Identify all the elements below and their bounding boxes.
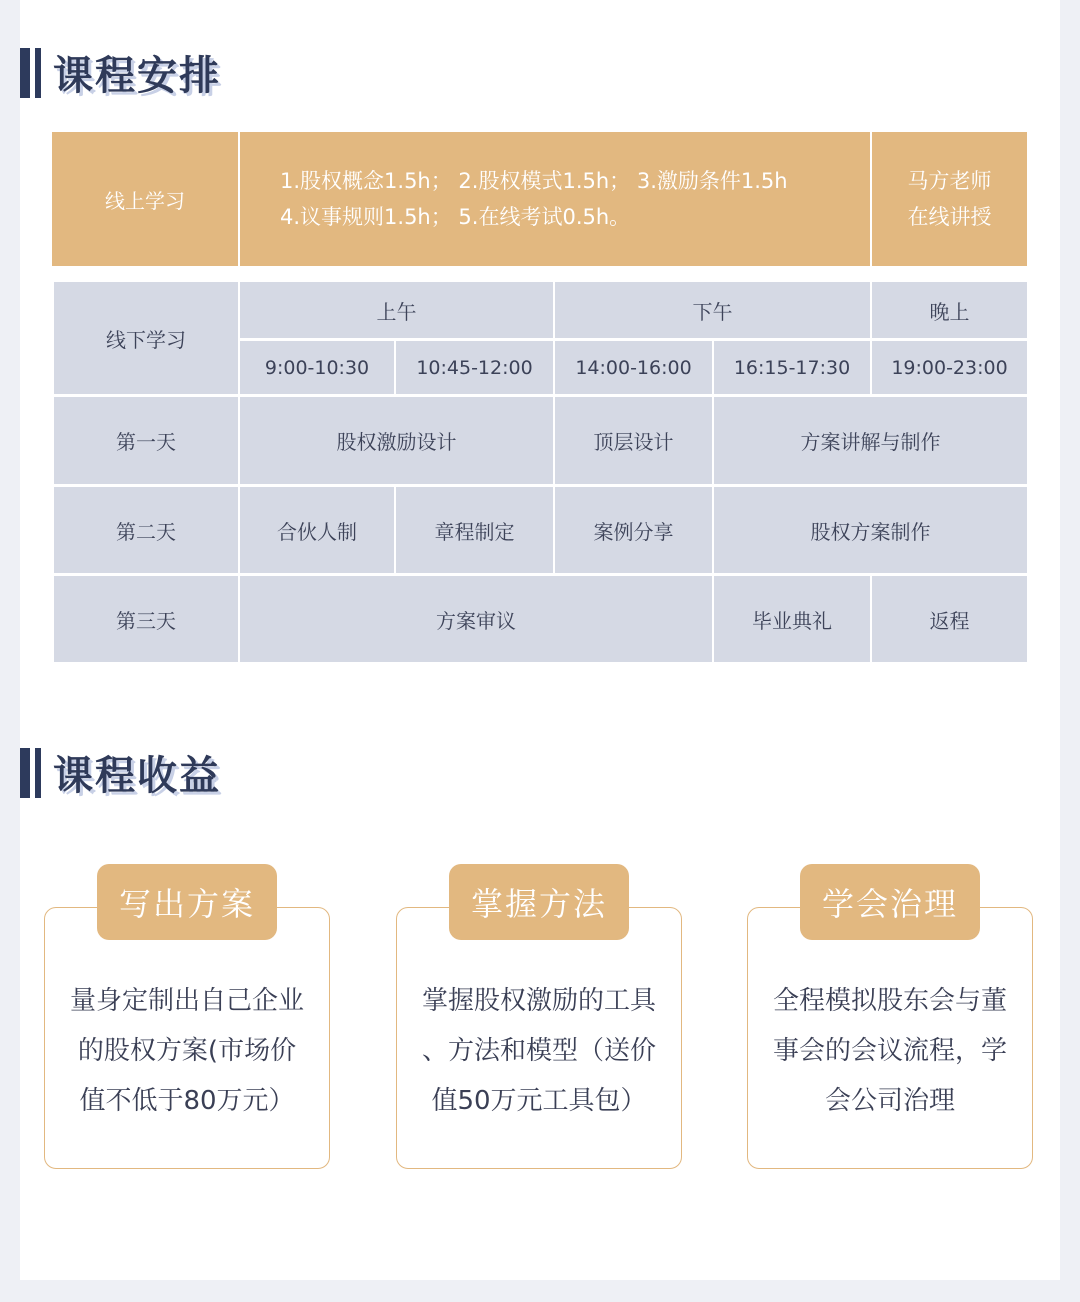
benefit-3-line-3: 会公司治理 — [824, 1086, 955, 1116]
schedule-title: 课程安排 — [53, 53, 221, 99]
header-morning: 上午 — [240, 282, 553, 338]
day2-d: 股权方案制作 — [714, 487, 1027, 573]
day1-c: 方案讲解与制作 — [714, 397, 1027, 484]
offline-label: 线下学习 — [54, 282, 238, 394]
benefit-3-line-2: 事会的会议流程，学 — [772, 1036, 1007, 1066]
benefits-section-title — [20, 744, 221, 801]
day1-a: 股权激励设计 — [240, 397, 553, 484]
benefit-text-1 — [59, 976, 315, 1126]
online-topics — [240, 132, 870, 266]
title-bar-icon — [20, 48, 41, 98]
day3-label: 第三天 — [54, 576, 238, 662]
benefit-2-line-3: 值50万元工具包） — [431, 1086, 647, 1116]
benefit-2-line-1: 掌握股权激励的工具 — [421, 986, 656, 1016]
benefit-text-2 — [411, 976, 667, 1126]
day2-label: 第二天 — [54, 487, 238, 573]
benefit-3-line-1: 全程模拟股东会与董 — [772, 986, 1007, 1016]
teacher-line2: 在线讲授 — [907, 205, 992, 229]
benefit-tag-2: 掌握方法 — [449, 864, 629, 940]
benefit-card-1 — [44, 907, 330, 1169]
benefit-1-line-1: 量身定制出自己企业 — [69, 986, 304, 1016]
day2-a: 合伙人制 — [240, 487, 394, 573]
slot-2: 10:45-12:00 — [396, 341, 553, 394]
page — [20, 0, 1060, 1280]
benefit-text-3 — [762, 976, 1018, 1126]
benefits-title: 课程收益 — [53, 753, 221, 799]
benefit-card-2 — [396, 907, 682, 1169]
benefit-2-line-2: 、方法和模型（送价 — [421, 1036, 656, 1066]
benefit-1-line-2: 的股权方案(市场价 — [77, 1036, 297, 1066]
day2-b: 章程制定 — [396, 487, 553, 573]
header-afternoon: 下午 — [555, 282, 870, 338]
slot-4: 16:15-17:30 — [714, 341, 870, 394]
benefit-1-line-3: 值不低于80万元） — [79, 1086, 295, 1116]
benefit-tag-3: 学会治理 — [800, 864, 980, 940]
online-teacher — [872, 132, 1027, 266]
online-topics-line1: 1.股权概念1.5h； 2.股权模式1.5h； 3.激励条件1.5h — [280, 169, 788, 193]
slot-1: 9:00-10:30 — [240, 341, 394, 394]
day1-b: 顶层设计 — [555, 397, 712, 484]
day3-b: 毕业典礼 — [714, 576, 870, 662]
header-evening: 晚上 — [872, 282, 1027, 338]
benefit-tag-1: 写出方案 — [97, 864, 277, 940]
slot-5: 19:00-23:00 — [872, 341, 1027, 394]
schedule-section-title — [20, 44, 221, 101]
benefit-card-3 — [747, 907, 1033, 1169]
day3-a: 方案审议 — [240, 576, 712, 662]
online-topics-line2: 4.议事规则1.5h； 5.在线考试0.5h。 — [280, 205, 631, 229]
teacher-line1: 马方老师 — [907, 169, 992, 193]
online-label: 线上学习 — [52, 132, 238, 266]
slot-3: 14:00-16:00 — [555, 341, 712, 394]
day3-c: 返程 — [872, 576, 1027, 662]
day2-c: 案例分享 — [555, 487, 712, 573]
day1-label: 第一天 — [54, 397, 238, 484]
title-bar-icon — [20, 748, 41, 798]
